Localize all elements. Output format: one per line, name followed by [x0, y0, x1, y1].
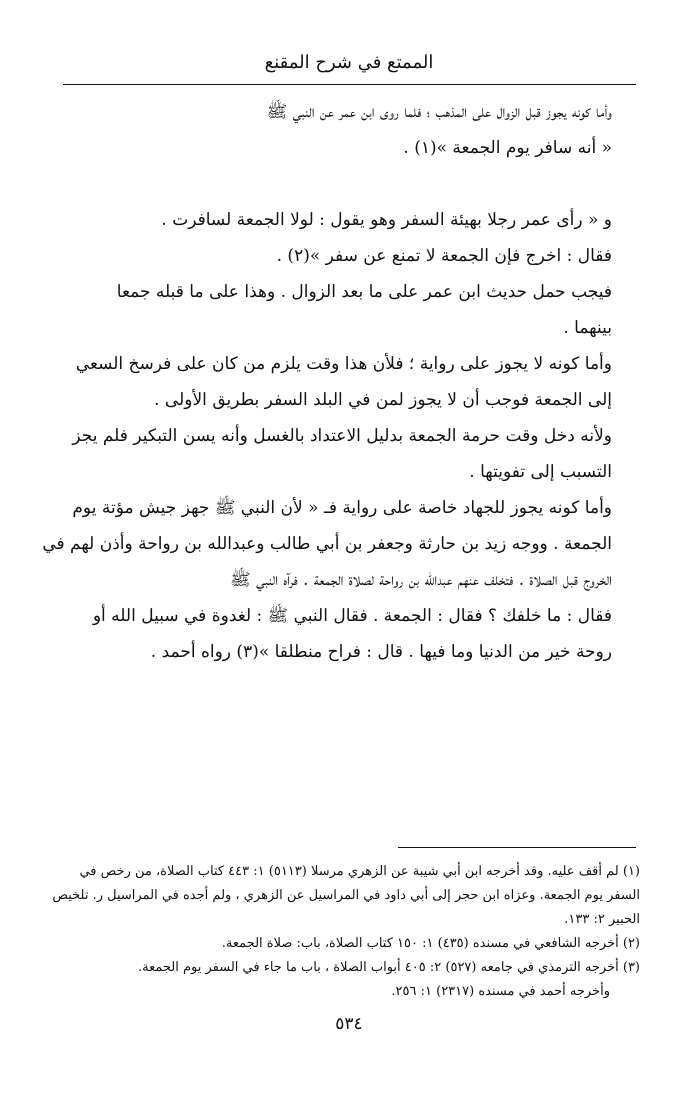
paragraph-travel-before-noon — [62, 94, 640, 166]
footnotes — [52, 860, 640, 1004]
text-line: روحة خير من الدنيا وما فيها . قال : فراح منطلقا »(٣) رواه أحمد . — [150, 642, 612, 662]
footnote-2: (٢) أخرجه الشافعي في مسنده (٤٣٥) ١: ١٥٠ كتاب الصلاة، باب: صلاة الجمعة. — [221, 936, 640, 951]
footnote-3: (٣) أخرجه الترمذي في جامعه (٥٢٧) ٢: ٤٠٥ أبواب الصلاة ، باب ما جاء في السفر يوم الجمعة. — [138, 960, 640, 975]
header-rule — [63, 84, 636, 85]
paragraph-prayer-time — [62, 418, 640, 490]
main-text — [42, 94, 640, 670]
footnote-line: الحبير ٢: ١٣٣. — [564, 912, 640, 927]
footnote-line: السفر يوم الجمعة. وعزاه ابن حجر إلى أبي داود في المراسيل عن الزهري ، ولم أجده في المراسيل ر. تلخيص — [52, 888, 640, 903]
page-number: ٥٣٤ — [335, 1014, 363, 1034]
text-line: الخروج قبل الصلاة . فتخلف عنهم عبدالله بن رواحة لصلاة الجمعة . فرآه النبي ﷺ — [230, 570, 612, 590]
paragraph-not-permitted — [62, 346, 640, 418]
running-header-title: الممتع في شرح المقنع — [264, 52, 434, 73]
text-line: وأما كونه لا يجوز على رواية ؛ فلأن هذا وقت يلزم من كان على فرسخ السعي — [75, 354, 612, 374]
text-line: التسبب إلى تفويتها . — [469, 462, 612, 482]
footnote-1 — [52, 860, 640, 932]
text-line: « أنه سافر يوم الجمعة »(١) . — [403, 138, 612, 158]
paragraph-jihad-exception — [42, 490, 640, 670]
text-line: ولأنه دخل وقت حرمة الجمعة بدليل الاعتداد بالغسل وأنه يسن التبكير فلم يجز — [72, 426, 612, 446]
paragraph-reconciliation — [62, 274, 640, 346]
text-line: فقال : ما خلفك ؟ فقال : الجمعة . فقال النبي ﷺ : لغدوة في سبيل الله أو — [92, 606, 612, 626]
text-line: وأما كونه يجوز للجهاد خاصة على رواية فـ « لأن النبي ﷺ جهز جيش مؤتة يوم — [72, 498, 612, 518]
footnote-separator — [398, 847, 636, 848]
footnote-line: (١) لم أقف عليه. وقد أخرجه ابن أبي شيبة عن الزهري مرسلا (٥١١٣) ١: ٤٤٣ كتاب الصلاة، من رخص في — [79, 864, 640, 879]
paragraph-umar-report — [62, 202, 640, 274]
text-line: بينهما . — [563, 318, 612, 338]
text-line: فيجب حمل حديث ابن عمر على ما بعد الزوال . وهذا على ما قبله جمعا — [116, 282, 612, 302]
footnote-3-continued: وأخرجه أحمد في مسنده (٢٣١٧) ١: ٢٥٦. — [391, 984, 610, 999]
text-line: فقال : اخرج فإن الجمعة لا تمنع عن سفر »(٢) . — [276, 246, 612, 266]
text-line: الجمعة . ووجه زيد بن حارثة وجعفر بن أبي طالب وعبدالله بن رواحة وأذن لهم في — [42, 534, 612, 554]
text-line: و « رأى عمر رجلا بهيئة السفر وهو يقول : لولا الجمعة لسافرت . — [161, 210, 612, 230]
text-line: وأما كونه يجوز قبل الزوال على المذهب ؛ فلما روى ابن عمر عن النبي ﷺ — [266, 102, 612, 122]
text-line: إلى الجمعة فوجب أن لا يجوز لمن في البلد السفر بطريق الأولى . — [154, 390, 612, 410]
